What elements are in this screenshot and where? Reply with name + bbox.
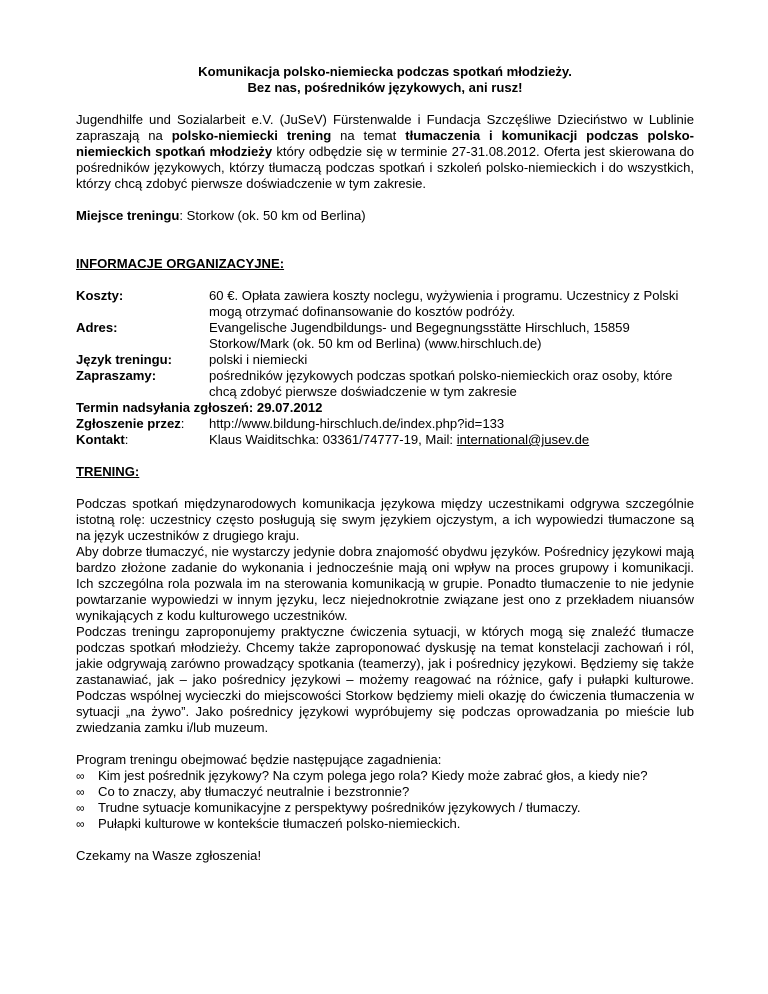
list-item [76, 768, 694, 784]
training-heading: TRENING: [76, 464, 140, 479]
apply-colon: : [180, 416, 185, 431]
info-apply-row [76, 416, 694, 432]
intro-text-3: który odbędzie się w terminie 27-31.08.2012. Oferta jest skierowana do pośredników językowych, którzy tłumaczą podczas spotkań i szkoleń polsko-niemieckich i do wszystkich, którzy chcą zdobyć pierwsze doświadczenie w tym zakresie. [76, 144, 694, 191]
list-item [76, 816, 694, 832]
location-value: : Storkow (ok. 50 km od Berlina) [179, 208, 366, 223]
location-label: Miejsce treningu [76, 208, 180, 223]
info-cost-row [76, 288, 694, 320]
training-section [76, 496, 694, 736]
apply-label: Zgłoszenie przez [76, 416, 181, 431]
cost-value: 60 €. Opłata zawiera koszty noclegu, wyżywienia i programu. Uczestnicy z Polski mogą otrzymać dofinansowanie do kosztów podróży. [209, 288, 679, 319]
address-value: Evangelische Jugendbildungs- und Begegnungsstätte Hirschluch, 15859 Storkow/Mark (ok. 50 km od Berlina) (www.hirschluch.de) [209, 320, 630, 351]
deadline-label: Termin nadsyłania zgłoszeń: [76, 400, 254, 415]
language-value: polski i niemiecki [209, 352, 308, 367]
contact-text: Klaus Waiditschka: 03361/74777-19, Mail: [209, 432, 457, 447]
info-deadline-row [76, 400, 694, 416]
list-item-text: Kim jest pośrednik językowy? Na czym polega jego rola? Kiedy może zabrać głos, a kiedy nie? [98, 768, 648, 783]
intro-text-1: Jugendhilfe und Sozialarbeit e.V. (JuSeV) Fürstenwalde i Fundacja Szczęśliwe Dzieciństwo w Lublinie zapraszają na [76, 112, 694, 143]
info-address-row [76, 320, 694, 352]
title-line-2: Bez nas, pośredników językowych, ani rusz! [247, 80, 523, 95]
info-contact-row [76, 432, 694, 448]
intro-bold-1: polsko-niemiecki trening [171, 128, 332, 143]
cost-label: Koszty: [76, 288, 124, 303]
list-item [76, 800, 694, 816]
infinity-bullet-icon: ∞ [76, 801, 85, 815]
training-paragraph-1: Podczas spotkań międzynarodowych komunikacja językowa między uczestnikami odgrywa szczególnie istotną rolę: uczestnicy często posługują się swym językiem ojczystym, a ich wypowiedzi tłumaczone są na język uczestników z drugiego kraju. [76, 496, 694, 543]
org-heading: INFORMACJE ORGANIZACYJNE: [76, 256, 285, 271]
list-item-text: Co to znaczy, aby tłumaczyć neutralnie i bezstronnie? [98, 784, 410, 799]
intro-text-2: na temat [331, 128, 406, 143]
invite-value: pośredników językowych podczas spotkań polsko-niemieckich oraz osoby, które chcą zdobyć pierwsze doświadczenie w tym zakresie [209, 368, 673, 399]
contact-email-link[interactable]: international@jusev.de [456, 432, 590, 447]
training-paragraph-3: Podczas treningu zaproponujemy praktyczne ćwiczenia sytuacji, w których mogą się znaleźć tłumacze podczas spotkań młodzieży. Chcemy także zaproponować dyskusję na temat konstelacji zachowań i ról, jakie odgrywają zarówno prowadzący spotkania (teamerzy), jak i pośrednicy językowi. Będziemy się także zastanawiać, jak – jako pośrednicy językowi – możemy reagować na różnice, gafy i pułapki kulturowe. Podczas wspólnej wycieczki do miejscowości Storkow będziemy mieli okazję do ćwiczenia tłumaczenia w sytuacji „na żywo”. Jako pośrednicy językowi wypróbujemy się podczas oprowadzania po mieście lub zwiedzania zamku i/lub muzeum. [76, 624, 694, 735]
intro-paragraph [76, 112, 694, 192]
invite-label: Zapraszamy: [76, 368, 157, 383]
training-paragraph-2: Aby dobrze tłumaczyć, nie wystarczy jedynie dobra znajomość obydwu języków. Pośrednicy językowi mają bardzo złożone zadanie do wykonania i jednocześnie mają oni wpływ na proces grupowy i komunikacji. Ich szczególna rola pozwala im na sterowania komunikacją w grupie. Ponadto tłumaczenie to nie jedynie powtarzanie wypowiedzi w innym języku, lecz niejednokrotnie związane jest ono z przekładem niuansów wynikających z kodu kulturowego uczestników. [76, 544, 694, 623]
list-item-text: Pułapki kulturowe w kontekście tłumaczeń polsko-niemieckich. [98, 816, 461, 831]
intro-bold-2: tłumaczenia i komunikacji podczas polsko-niemieckich spotkań młodzieży [76, 128, 694, 159]
closing-line: Czekamy na Wasze zgłoszenia! [76, 848, 262, 863]
contact-value [209, 432, 589, 448]
info-invite-row [76, 368, 694, 400]
program-intro: Program treningu obejmować będzie następujące zagadnienia: [76, 752, 442, 767]
info-language-row [76, 352, 694, 368]
program-list [76, 768, 694, 832]
title-line-1: Komunikacja polsko-niemiecka podczas spotkań młodzieży. [198, 64, 572, 79]
infinity-bullet-icon: ∞ [76, 785, 85, 799]
contact-label: Kontakt [76, 432, 125, 447]
apply-url: http://www.bildung-hirschluch.de/index.php?id=133 [209, 416, 505, 431]
list-item-text: Trudne sytuacje komunikacyjne z perspektywy pośredników językowych / tłumaczy. [98, 800, 581, 815]
contact-colon: : [124, 432, 129, 447]
language-label: Język treningu: [76, 352, 173, 367]
address-label: Adres: [76, 320, 118, 335]
list-item [76, 784, 694, 800]
infinity-bullet-icon: ∞ [76, 769, 85, 783]
deadline-value: 29.07.2012 [253, 400, 323, 415]
location-line [76, 208, 694, 224]
infinity-bullet-icon: ∞ [76, 817, 85, 831]
document-body [76, 64, 694, 864]
document-title [76, 64, 694, 96]
